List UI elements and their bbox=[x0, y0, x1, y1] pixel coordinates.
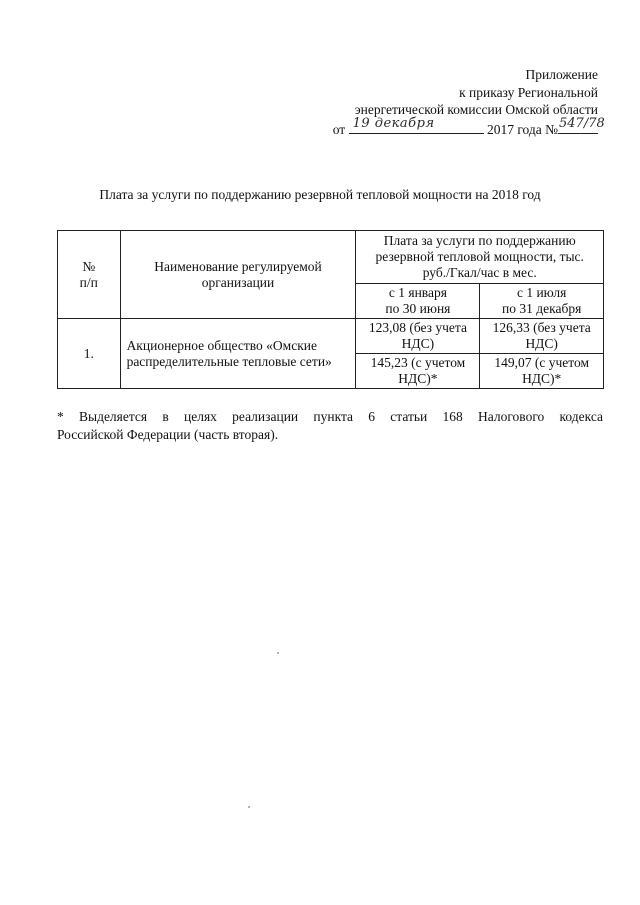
row-p1-with-vat: 145,23 (с учетом НДС)* bbox=[356, 354, 480, 389]
order-date-prefix: от bbox=[332, 121, 346, 137]
row-p1-without-vat: 123,08 (без учета НДС) bbox=[356, 319, 480, 354]
header-organization-cell: Наименование регулируемой организации bbox=[120, 231, 356, 319]
header-number-cell: № п/п bbox=[58, 231, 121, 319]
header-period-1: с 1 января по 30 июня bbox=[356, 284, 480, 319]
footnote-line-2: Российской Федерации (часть вторая). bbox=[57, 427, 279, 442]
scan-speck bbox=[248, 806, 250, 808]
row-p2-without-vat: 126,33 (без учета НДС) bbox=[480, 319, 604, 354]
header-fee-cell: Плата за услуги по поддержанию резервной тепловой мощности, тыс. руб./Гкал/час в мес. bbox=[356, 231, 604, 284]
document-title: Плата за услуги по поддержанию резервной тепловой мощности на 2018 год bbox=[99, 187, 541, 202]
scan-speck bbox=[277, 652, 279, 654]
appendix-commission: энергетической комиссии Омской области bbox=[354, 102, 598, 117]
appendix-title: Приложение bbox=[525, 67, 598, 82]
table-header-row bbox=[58, 231, 604, 284]
order-date-field bbox=[349, 115, 484, 134]
table-row bbox=[58, 319, 604, 354]
row-organization: Акционерное общество «Омские распределительные тепловые сети» bbox=[120, 319, 356, 389]
footnote bbox=[57, 408, 603, 444]
appendix-header bbox=[332, 66, 605, 138]
tariff-table bbox=[57, 230, 604, 389]
header-period-2: с 1 июля по 31 декабря bbox=[480, 284, 604, 319]
handwritten-number: 547/78 bbox=[559, 115, 605, 131]
handwritten-date: 19 декабря bbox=[352, 115, 435, 131]
row-number: 1. bbox=[58, 319, 121, 389]
appendix-order-ref: к приказу Региональной bbox=[459, 84, 598, 100]
order-number-field bbox=[558, 115, 605, 134]
footnote-line-1: * Выделяется в целях реализации пункта 6 статьи 168 Налогового кодекса bbox=[57, 409, 603, 424]
order-date-line bbox=[332, 115, 605, 139]
row-p2-with-vat: 149,07 (с учетом НДС)* bbox=[480, 354, 604, 389]
order-year-label: 2017 года № bbox=[486, 121, 558, 137]
